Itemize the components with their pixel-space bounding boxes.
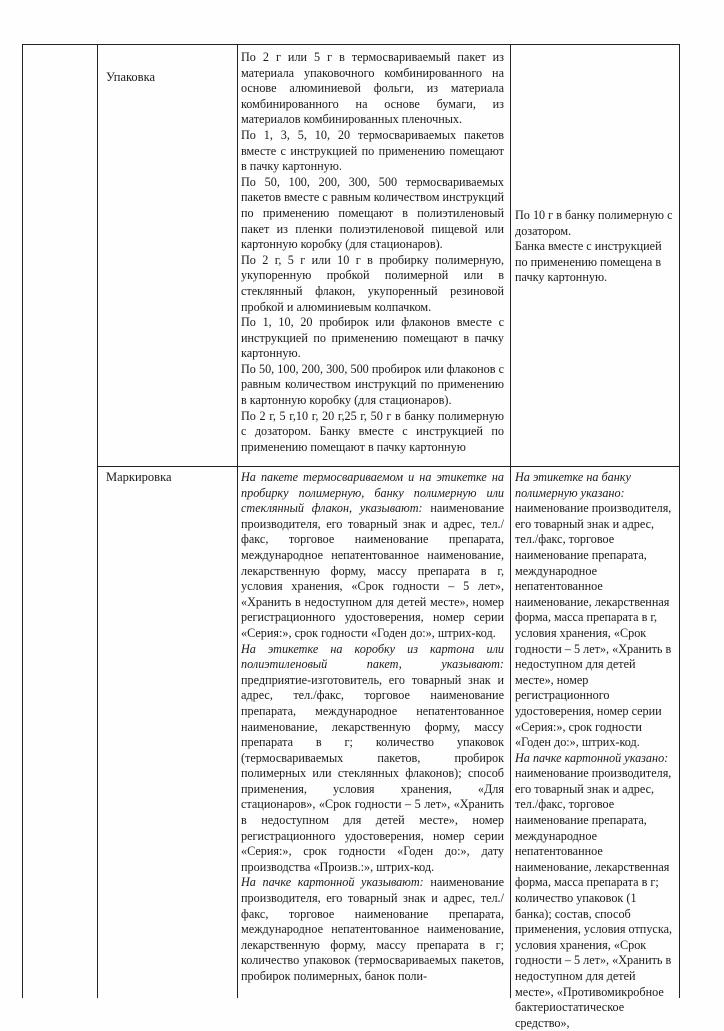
paragraph: По 2 г или 5 г в термосвариваемый пакет из материала упаковочного комбинированного на основе алюминиевой фольги, из материала комбинированного на основе бумаги, из материалов комбинированных пленочных.	[241, 50, 504, 127]
row-label-packaging	[106, 70, 231, 86]
table-border-right	[679, 44, 680, 998]
paragraph: На этикетке на коробку из картона или полиэтиленовый пакет, указывают: предприятие-изготовитель, его товарный знак и адрес, тел./факс, торговое наименование препарата, международное непатентованное наименование, лекарственную форму, массу препарата в г; количество упаковок (термосвариваемых пакетов, пробирок полимерных или стеклянных флаконов); способ применения, условия хранения, «Для стационаров», «Срок годности – 5 лет», «Хранить в недоступном для детей месте», номер регистрационного удостоверения, номер серии «Серия:», срок годности «Годен до:», дату производства «Произв.:», штрих-код.	[241, 641, 504, 874]
paragraph: По 50, 100, 200, 300, 500 пробирок или флаконов с равным количеством инструкций по применению в картонную коробку (для стационаров).	[241, 361, 504, 408]
paragraph: По 50, 100, 200, 300, 500 термосвариваемых пакетов вместе с равным количеством инструкций по применению помещают в полиэтиленовый пакет из пленки полиэтиленовой пищевой или картонную коробку (для стационаров).	[241, 174, 504, 252]
table-divider-col-c	[510, 44, 511, 998]
labeling-reference-cell	[515, 470, 675, 1030]
paragraph: На пачке картонной указывают: наименование производителя, его товарный знак и адрес, тел./факс, торговое наименование препарата, международное непатентованное наименование, лекарственную форму, массу препарата в г; количество упаковок (термосвариваемых пакетов, пробирок полимерных, банок поли-	[241, 875, 504, 983]
table-border-top	[22, 44, 680, 45]
table-divider-col-b	[237, 44, 238, 998]
paragraph: На этикетке на банку полимерную указано: наименование производителя, его товарный знак и адрес, тел./факс, торговое наименование препарата, международное непатентованное наименование, лекарственная форма, масса препарата в г, условия хранения, «Срок годности – 5 лет», «Хранить в недоступном для детей месте», номер регистрационного удостоверения, номер серии «Серия:», срок годности «Годен до:», штрих-код.	[515, 470, 672, 750]
table-row-divider	[97, 466, 680, 467]
table-border-left	[22, 44, 23, 998]
row-label-text: Маркировка	[106, 470, 172, 484]
paragraph: На пакете термосвариваемом и на этикетке на пробирку полимерную, банку полимерную или стеклянный флакон, указывают: наименование производителя, его товарный знак и адрес, тел./факс, торговое наименование препарата, международное непатентованное наименование, лекарственную форму, массу препарата в г, условия хранения, «Срок годности – 5 лет», «Хранить в недоступном для детей месте», номер регистрационного удостоверения, номер серии «Серия:», срок годности «Годен до:», штрих-код.	[241, 470, 504, 640]
paragraph: Банка вместе с инструкцией по применению помещена в пачку картонную.	[515, 239, 662, 285]
paragraph: По 2 г, 5 г,10 г, 20 г,25 г, 50 г в банку полимерную с дозатором. Банку вместе с инструкцией по применению помещают в пачку картонную	[241, 408, 504, 454]
packaging-details-cell	[241, 50, 504, 466]
packaging-reference-cell	[515, 208, 675, 286]
paragraph: По 2 г, 5 г или 10 г в пробирку полимерную, укупоренную пробкой полимерной или в стеклянный флакон, укупоренный резиновой пробкой и алюминиевым колпачком.	[241, 252, 504, 314]
paragraph: По 1, 3, 5, 10, 20 термосвариваемых пакетов вместе с инструкцией по применению помещают в пачку картонную.	[241, 127, 504, 174]
paragraph: По 1, 10, 20 пробирок или флаконов вместе с инструкцией по применению помещают в пачку картонную.	[241, 315, 504, 361]
labeling-details-cell	[241, 470, 504, 998]
row-label-labeling	[106, 470, 231, 486]
row-label-text: Упаковка	[106, 70, 156, 84]
paragraph: По 10 г в банку полимерную с дозатором.	[515, 208, 673, 238]
paragraph: На пачке картонной указано: наименование производителя, его товарный знак и адрес, тел./факс, торговое наименование препарата, международное непатентованное наименование, лекарственная форма, масса препарата в г; количество упаковок (1 банка); состав, способ применения, условия отпуска, условия хранения, «Срок годности – 5 лет», «Хранить в недоступном для детей месте», «Противомикробное бактериостатическое средство»,	[515, 750, 673, 1030]
table-divider-col-a	[97, 44, 98, 998]
